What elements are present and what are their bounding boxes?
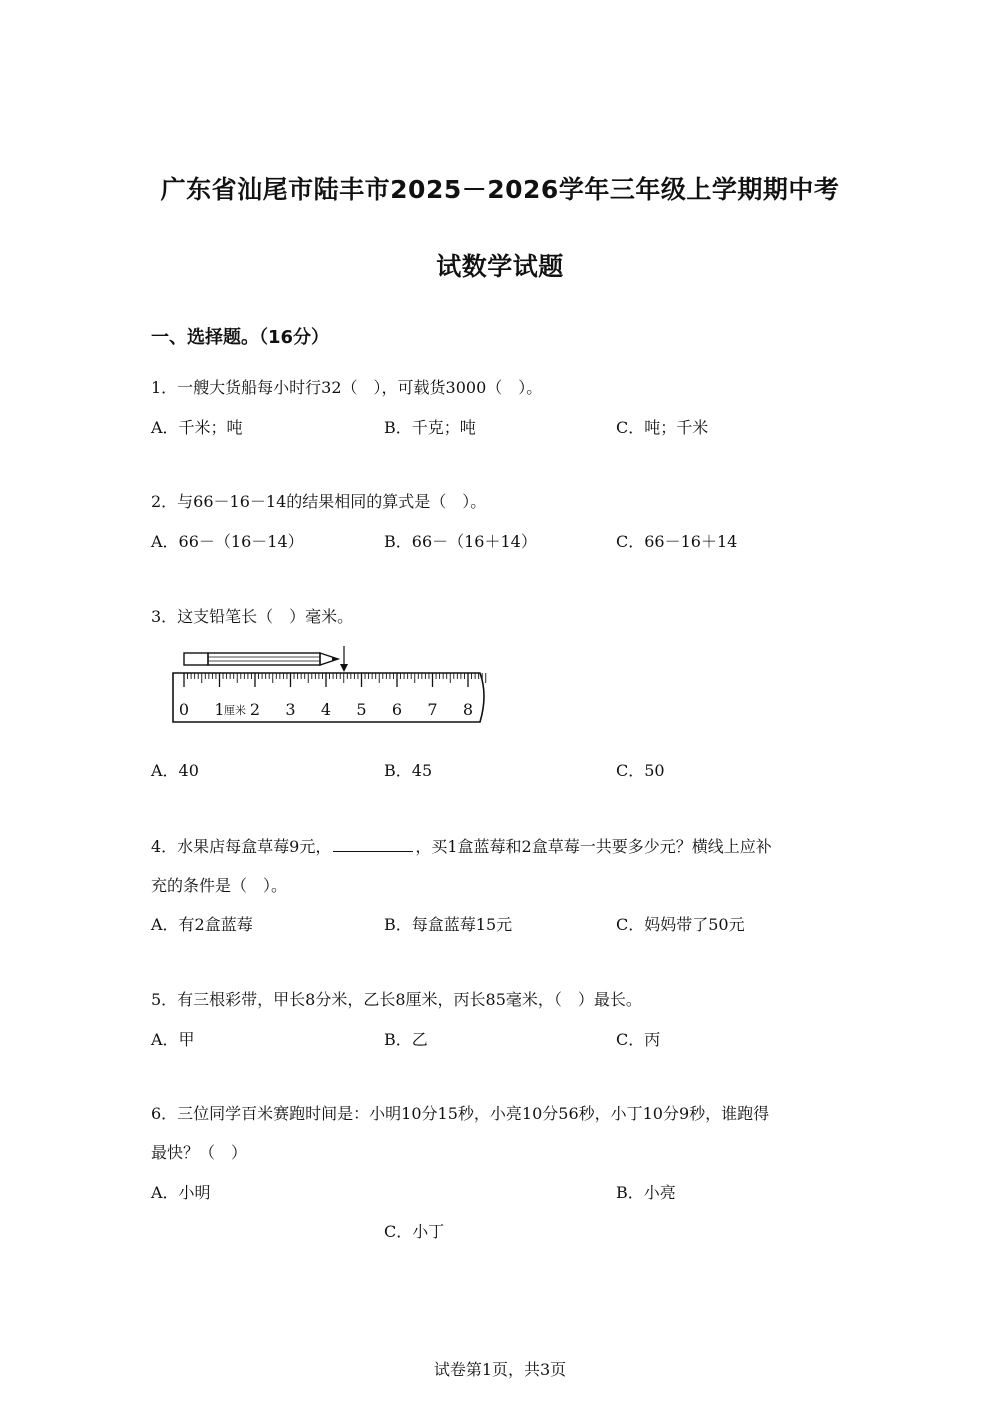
q4-option-a: A．有2盒蓝莓 (151, 915, 253, 934)
title-line-2: 试数学试题 (436, 252, 564, 281)
q5-option-b: B．乙 (384, 1030, 428, 1049)
q2-option-b: B．66－（16＋14） (384, 532, 537, 551)
q5-option-a: A．甲 (151, 1030, 195, 1049)
question-6-line-2: 最快？（ ） (151, 1143, 248, 1162)
ruler-number-label: 2 (249, 700, 261, 719)
q4-option-b: B．每盒蓝莓15元 (384, 915, 513, 934)
ruler-number-label: 6 (391, 700, 403, 719)
q6-option-a: A．小明 (151, 1183, 211, 1202)
q4-text-part-2: ，买1盒蓝莓和2盒草莓一共要多少元？横线上应补 (415, 837, 772, 856)
ruler-number-label: 4 (320, 700, 332, 719)
q3-option-b: B．45 (384, 761, 433, 780)
page-footer: 试卷第1页，共3页 (433, 1360, 567, 1379)
ruler-number-label: 7 (427, 700, 438, 719)
q2-option-a: A．66－（16－14） (151, 532, 304, 551)
q3-option-a: A．40 (151, 761, 199, 780)
ruler-number-label: 5 (356, 700, 367, 719)
ruler-number-label: 3 (285, 700, 296, 719)
q4-fill-blank (333, 837, 413, 852)
section-heading: 一、选择题。（16分） (151, 327, 330, 348)
q6-option-c: C．小丁 (384, 1222, 445, 1241)
question-4 (151, 837, 772, 857)
question-1: 1．一艘大货船每小时行32（ ），可载货3000（ ）。 (151, 378, 543, 397)
ruler-number-label: 0 (178, 700, 190, 719)
ruler-number-label: 1 (214, 700, 225, 719)
q4-option-c: C．妈妈带了50元 (616, 915, 745, 934)
q5-option-c: C．丙 (616, 1030, 661, 1049)
q1-option-a: A．千米；吨 (151, 418, 243, 437)
question-3: 3．这支铅笔长（ ）毫米。 (151, 607, 354, 626)
q6-option-b: B．小亮 (616, 1183, 676, 1202)
q3-option-c: C．50 (616, 761, 665, 780)
q4-text-part-1: 4．水果店每盒草莓9元， (151, 837, 332, 856)
pencil-icon (184, 653, 338, 665)
arrow-marker-icon (340, 646, 348, 672)
q1-option-c: C．吨；千米 (616, 418, 709, 437)
question-5: 5．有三根彩带，甲长8分米，乙长8厘米，丙长85毫米，（ ）最长。 (151, 990, 642, 1009)
ruler-number-label: 8 (462, 700, 474, 719)
ruler-with-pencil-figure (168, 644, 488, 728)
q1-option-b: B．千克；吨 (384, 418, 476, 437)
question-2: 2．与66－16－14的结果相同的算式是（ ）。 (151, 492, 487, 511)
q2-option-c: C．66－16＋14 (616, 532, 738, 551)
question-6: 6．三位同学百米赛跑时间是：小明10分15秒，小亮10分56秒，小丁10分9秒，谁跑得 (151, 1104, 770, 1123)
question-4-line-2: 充的条件是（ ）。 (151, 876, 288, 895)
ruler-unit-label: 厘米 (224, 704, 246, 717)
title-line-1: 广东省汕尾市陆丰市2025－2026学年三年级上学期期中考 (160, 175, 840, 204)
